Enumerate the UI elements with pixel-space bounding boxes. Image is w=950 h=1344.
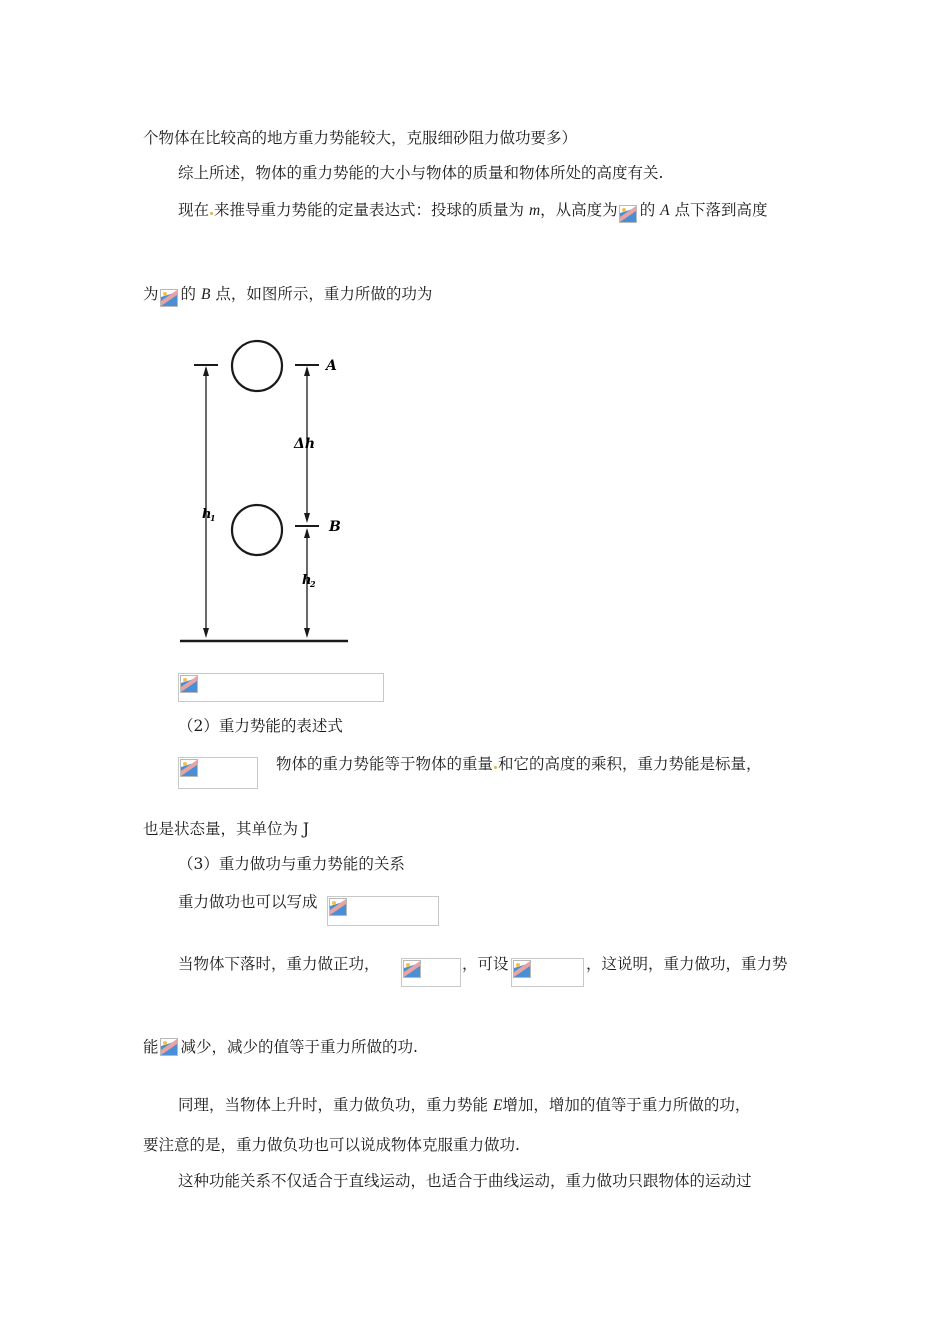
broken-image-icon <box>180 759 198 777</box>
text-fragment: 要注意的是，重力做负功也可以说成物体克服重力做功. <box>143 1136 520 1154</box>
label-h2: h <box>302 573 312 588</box>
broken-image-icon <box>180 675 198 693</box>
text-fragment: 也是状态量，其单位为 J <box>143 820 310 838</box>
text-fragment: 点下落到高度 <box>674 201 768 219</box>
dh-arrow-head-top <box>304 366 310 376</box>
paragraph-line <box>178 162 663 184</box>
ball-b <box>232 505 282 555</box>
text-fragment: ，这说明，重力做功，重力势 <box>586 955 788 973</box>
broken-image-icon <box>403 960 421 978</box>
math-variable: m <box>528 202 541 219</box>
label-h1: h <box>202 507 212 522</box>
formula-image-placeholder <box>401 958 461 987</box>
ball-a <box>232 341 282 391</box>
text-fragment: ，从高度为 <box>540 201 618 219</box>
label-h2-sub: 2 <box>310 579 316 589</box>
text-fragment: 同理，当物体上升时，重力做负功，重力势能 <box>178 1096 489 1114</box>
text-fragment: 增加，增加的值等于重力所做的功， <box>502 1096 751 1114</box>
label-h1-sub: 1 <box>210 513 216 523</box>
paragraph-line <box>178 199 768 225</box>
math-variable: B <box>200 286 211 303</box>
text-fragment: 能 <box>143 1038 159 1056</box>
text-fragment: 和它的高度的乘积，重力势能是标量， <box>498 755 762 773</box>
paragraph-line <box>178 891 318 913</box>
text-fragment: 为 <box>143 285 159 303</box>
paragraph-line <box>143 1134 520 1156</box>
paragraph-line <box>143 283 432 309</box>
text-fragment: 来推导重力势能的定量表达式：投球的质量为 <box>214 201 525 219</box>
paragraph-line <box>143 818 309 840</box>
h1-arrow-head-bottom <box>203 628 209 638</box>
text-fragment: 减少，减少的值等于重力所做的功. <box>180 1038 418 1056</box>
section-heading <box>178 853 405 875</box>
paragraph-line <box>143 1036 418 1066</box>
formula-image-placeholder <box>327 896 439 926</box>
broken-image-icon <box>619 203 639 225</box>
broken-image-icon <box>160 287 180 309</box>
label-a: A <box>326 358 337 374</box>
label-b: B <box>329 519 341 535</box>
label-delta-h: Δh <box>294 436 316 452</box>
text-fragment: 个物体在比较高的地方重力势能较大，克服细砂阻力做功要多） <box>143 129 578 147</box>
broken-image-icon <box>513 960 531 978</box>
broken-image-icon <box>160 1036 180 1066</box>
paragraph-line <box>586 953 788 975</box>
paragraph-line <box>276 753 762 775</box>
text-fragment: （3）重力做功与重力势能的关系 <box>178 855 405 873</box>
mark-dot <box>494 766 497 769</box>
paragraph-line <box>143 127 577 149</box>
text-fragment: 物体的重力势能等于物体的重量 <box>276 755 494 773</box>
paragraph-line <box>178 1170 752 1192</box>
dh-arrow-head-bottom <box>304 513 310 523</box>
paragraph-line <box>178 1094 750 1117</box>
text-fragment: 当物体下落时，重力做正功， <box>178 955 380 973</box>
text-fragment: （2）重力势能的表述式 <box>178 717 343 735</box>
h2-arrow-head-bottom <box>304 628 310 638</box>
text-fragment: 的 <box>180 285 197 303</box>
section-heading <box>178 715 343 737</box>
math-variable: A <box>660 202 670 219</box>
text-fragment: 综上所述，物体的重力势能的大小与物体的质量和物体所处的高度有关. <box>178 164 664 182</box>
formula-image-placeholder <box>178 673 384 702</box>
falling-ball-diagram <box>170 330 370 660</box>
text-fragment: 点，如图所示，重力所做的功为 <box>215 285 433 303</box>
formula-image-placeholder <box>511 958 584 987</box>
text-fragment: ，可设 <box>462 955 509 973</box>
formula-image-placeholder <box>178 757 258 789</box>
text-fragment: 重力做功也可以写成 <box>178 893 318 911</box>
h1-arrow-head-top <box>203 366 209 376</box>
text-fragment: 这种功能关系不仅适合于直线运动，也适合于曲线运动，重力做功只跟物体的运动过 <box>178 1172 752 1190</box>
text-fragment: 现在 <box>178 201 210 219</box>
broken-image-icon <box>329 898 347 916</box>
text-fragment: 的 <box>639 201 656 219</box>
paragraph-line <box>462 953 509 975</box>
h2-arrow-head-top <box>304 528 310 538</box>
mark-dot <box>210 212 213 215</box>
paragraph-line <box>178 953 380 975</box>
math-variable: E <box>492 1097 503 1114</box>
